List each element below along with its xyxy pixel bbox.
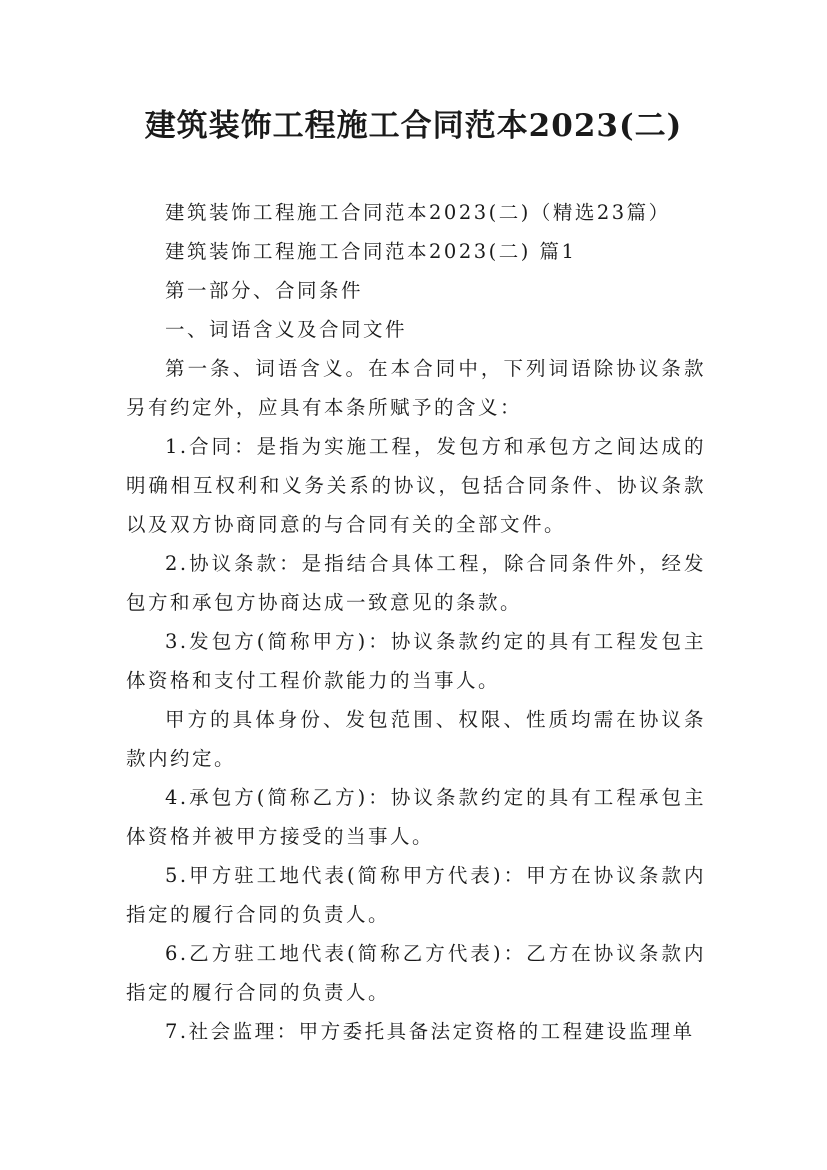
paragraph-item-1: 1.合同：是指为实施工程，发包方和承包方之间达成的明确相互权利和义务关系的协议，包括合同条件、协议条款以及双方协商同意的与合同有关的全部文件。	[126, 435, 706, 536]
paragraph-article-1: 第一条、词语含义。在本合同中，下列词语除协议条款另有约定外，应具有本条所赋予的含义：	[126, 357, 706, 419]
paragraph-item-7: 7.社会监理：甲方委托具备法定资格的工程建设监理单	[165, 1020, 695, 1043]
document-title: 建筑装饰工程施工合同范本2023(二)	[144, 108, 683, 144]
paragraph-item-5: 5.甲方驻工地代表(简称甲方代表)：甲方在协议条款内指定的履行合同的负责人。	[126, 864, 706, 926]
paragraph-chapter-heading: 一、词语含义及合同文件	[165, 318, 408, 341]
paragraph-part-heading: 第一部分、合同条件	[165, 279, 364, 302]
paragraph-subtitle: 建筑装饰工程施工合同范本2023(二)（精选23篇）	[165, 201, 671, 224]
paragraph-section-heading: 建筑装饰工程施工合同范本2023(二) 篇1	[165, 240, 577, 263]
document-body	[126, 193, 706, 1051]
paragraph-item-3: 3.发包方(简称甲方)：协议条款约定的具有工程发包主体资格和支付工程价款能力的当事人。	[126, 630, 706, 692]
paragraph-item-6: 6.乙方驻工地代表(简称乙方代表)：乙方在协议条款内指定的履行合同的负责人。	[126, 942, 706, 1004]
paragraph-item-4: 4.承包方(简称乙方)：协议条款约定的具有工程承包主体资格并被甲方接受的当事人。	[126, 786, 706, 848]
paragraph-item-2: 2.协议条款：是指结合具体工程，除合同条件外，经发包方和承包方协商达成一致意见的条款。	[126, 552, 706, 614]
paragraph-item-3-note: 甲方的具体身份、发包范围、权限、性质均需在协议条款内约定。	[126, 708, 706, 770]
